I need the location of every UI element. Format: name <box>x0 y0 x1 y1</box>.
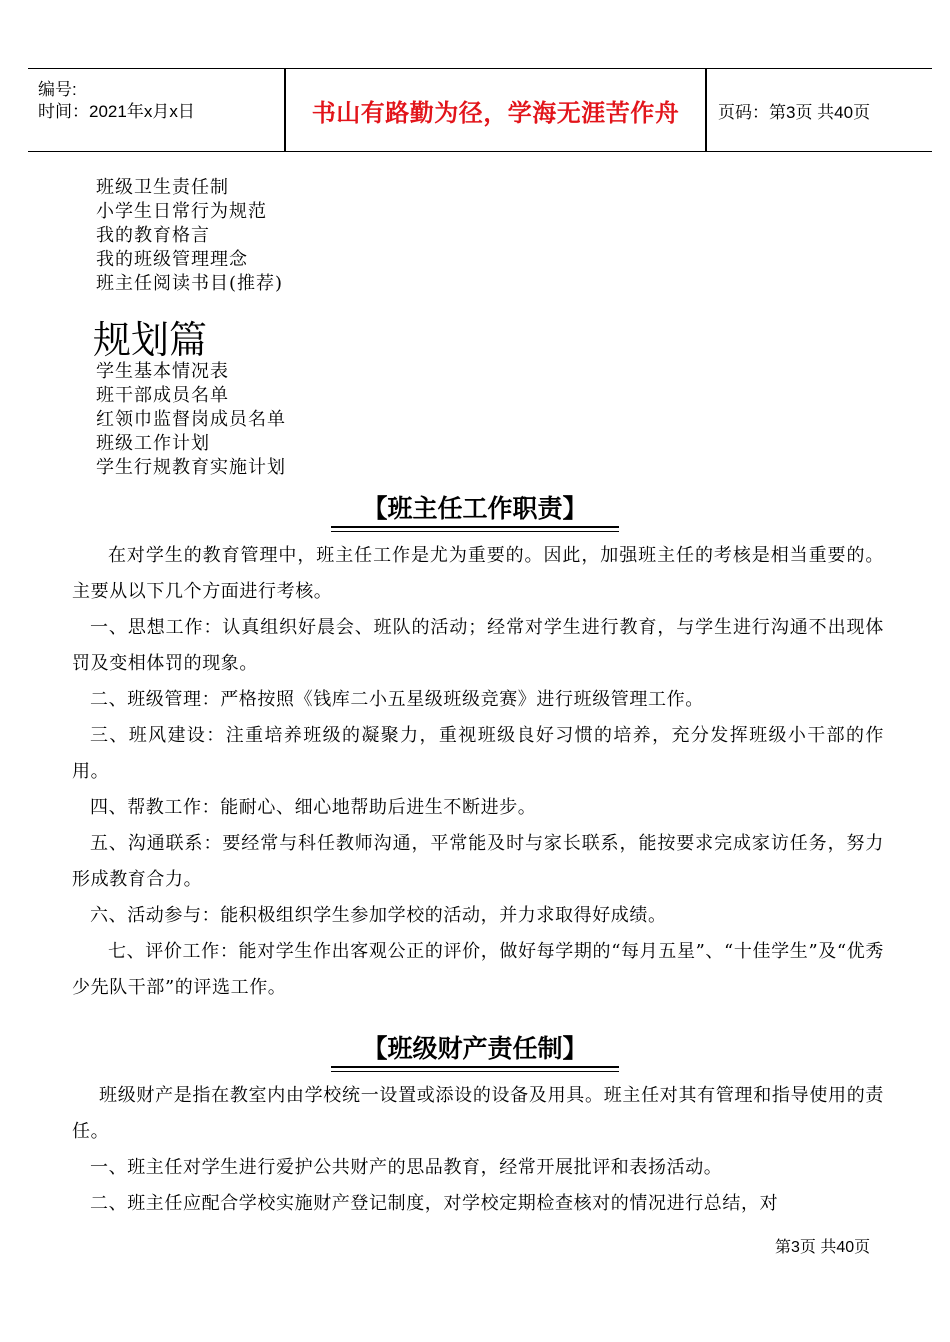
class-property-body <box>72 1078 884 1222</box>
header-meta <box>38 79 268 123</box>
paragraph: 在对学生的教育管理中，班主任工作是尤为重要的。因此，加强班主任的考核是相当重要的。主要从以下几个方面进行考核。 <box>72 545 884 602</box>
paragraph: 一、班主任对学生进行爱护公共财产的思品教育，经常开展批评和表扬活动。 <box>90 1157 723 1178</box>
list-item: 班干部成员名单 <box>96 385 229 406</box>
planning-section-title: 规划篇 <box>93 318 208 362</box>
list-item: 班主任阅读书目(推荐) <box>96 273 284 294</box>
heading-underline <box>331 1066 619 1068</box>
paragraph: 二、班级管理：严格按照《钱库二小五星级班级竞赛》进行班级管理工作。 <box>90 689 704 710</box>
header-motto: 书山有路勤为径，学海无涯苦作舟 <box>311 98 680 127</box>
paragraph: 六、活动参与：能积极组织学生参加学校的活动，并力求取得好成绩。 <box>90 905 667 926</box>
heading-text: 【班主任工作职责】 <box>362 494 588 523</box>
list-item: 班级卫生责任制 <box>96 177 229 198</box>
header-page-label: 页码：第3页 共40页 <box>718 102 871 122</box>
teacher-duties-body <box>72 538 884 1006</box>
toc-list-general <box>96 176 283 296</box>
paragraph: 三、班风建设：注重培养班级的凝聚力，重视班级良好习惯的培养，充分发挥班级小干部的作用。 <box>72 725 884 782</box>
heading-underline <box>331 1071 619 1072</box>
toc-list-planning <box>96 360 286 480</box>
paragraph: 七、评价工作：能对学生作出客观公正的评价，做好每学期的“每月五星”、“十佳学生”及“优秀少先队干部”的评选工作。 <box>72 941 884 998</box>
paragraph: 班级财产是指在教室内由学校统一设置或添设的设备及用具。班主任对其有管理和指导使用的责任。 <box>72 1085 884 1142</box>
paragraph: 一、思想工作：认真组织好晨会、班队的活动；经常对学生进行教育，与学生进行沟通不出现体罚及变相体罚的现象。 <box>72 617 884 674</box>
heading-text: 【班级财产责任制】 <box>362 1034 588 1063</box>
page-header <box>28 68 932 152</box>
section-heading-class-property <box>331 1032 619 1068</box>
list-item: 我的班级管理理念 <box>96 249 248 270</box>
paragraph: 二、班主任应配合学校实施财产登记制度，对学校定期检查核对的情况进行总结，对 <box>90 1193 779 1214</box>
section-heading-teacher-duties <box>331 492 619 528</box>
heading-underline <box>331 531 619 532</box>
list-item: 学生行规教育实施计划 <box>96 457 286 478</box>
paragraph: 五、沟通联系：要经常与科任教师沟通，平常能及时与家长联系，能按要求完成家访任务，努力形成教育合力。 <box>72 833 884 890</box>
list-item: 班级工作计划 <box>96 433 210 454</box>
page-footer: 第3页 共40页 <box>775 1239 871 1256</box>
time-label: 时间：2021年x月x日 <box>38 102 195 121</box>
number-label: 编号: <box>38 80 77 99</box>
list-item: 小学生日常行为规范 <box>96 201 267 222</box>
list-item: 学生基本情况表 <box>96 361 229 382</box>
list-item: 我的教育格言 <box>96 225 210 246</box>
paragraph: 四、帮教工作：能耐心、细心地帮助后进生不断进步。 <box>90 797 537 818</box>
list-item: 红领巾监督岗成员名单 <box>96 409 286 430</box>
heading-underline <box>331 526 619 528</box>
header-divider <box>705 69 707 151</box>
